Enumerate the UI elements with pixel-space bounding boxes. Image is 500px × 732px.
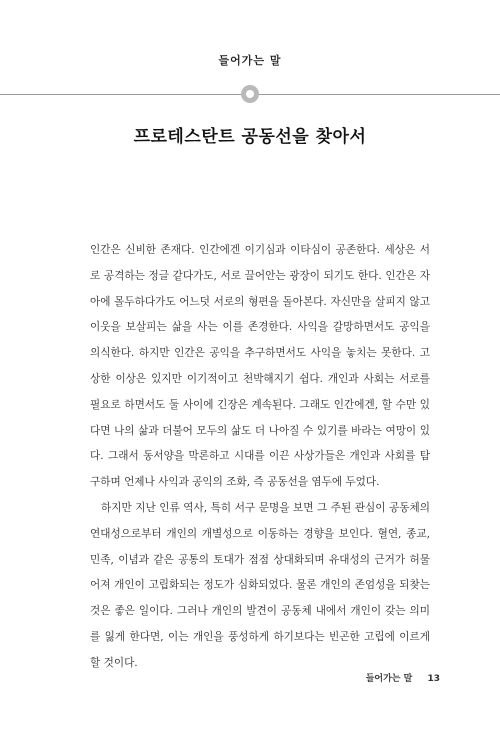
ring-ornament-icon [241, 85, 259, 103]
footer-running-title: 들어가는 말 [365, 674, 413, 684]
paragraph: 인간은 신비한 존재다. 인간에겐 이기심과 이타심이 공존한다. 세상은 서로 공격하는 정글 같다가도, 서로 끌어안는 광장이 되기도 한다. 인간은 자아에 몰두하다가도 어느덧 서로의 형편을 돌아본다. 자신만을 살피지 않고 이웃을 보살피는 삶을 사는 이를 존경한다. 사익을 갈망하면서도 공익을 의식한다. 하지만 인간은 공익을 추구하면서도 사익을 놓치는 못한다. 고상한 이상은 있지만 이기적이고 천박해지기 쉽다. 개인과 사회는 서로를 필요로 하면서도 둘 사이에 긴장은 계속된다. 그래도 인간에겐, 할 수만 있다면 나의 삶과 더불어 모두의 삶도 더 나아질 수 있기를 바라는 여망이 있다. 그래서 동서양을 막론하고 시대를 이끈 사상가들은 개인과 사회를 탐구하며 언제나 사익과 공익의 조화, 즉 공동선을 염두에 두었다. [90, 244, 430, 489]
page-footer [366, 671, 440, 684]
chapter-title: 프로테스탄트 공동선을 찾아서 [133, 127, 367, 147]
page-number: 13 [427, 674, 440, 684]
running-header: 들어가는 말 [218, 54, 282, 67]
body-text [90, 238, 430, 677]
paragraph: 하지만 지난 인류 역사, 특히 서구 문명을 보면 그 주된 관심이 공동체의 연대성으로부터 개인의 개별성으로 이동하는 경향을 보인다. 혈연, 종교, 민족, 이념과 같은 공통의 토대가 점점 상대화되며 유대성의 근거가 허물어져 개인이 고립화되는 정도가 심화되었다. 물론 개인의 존엄성을 되찾는 것은 좋은 일이다. 그러나 개인의 발견이 공동체 내에서 개인이 갖는 의미를 잃게 한다면, 이는 개인을 풍성하게 하기보다는 빈곤한 고립에 이르게 할 것이다. [90, 501, 430, 669]
